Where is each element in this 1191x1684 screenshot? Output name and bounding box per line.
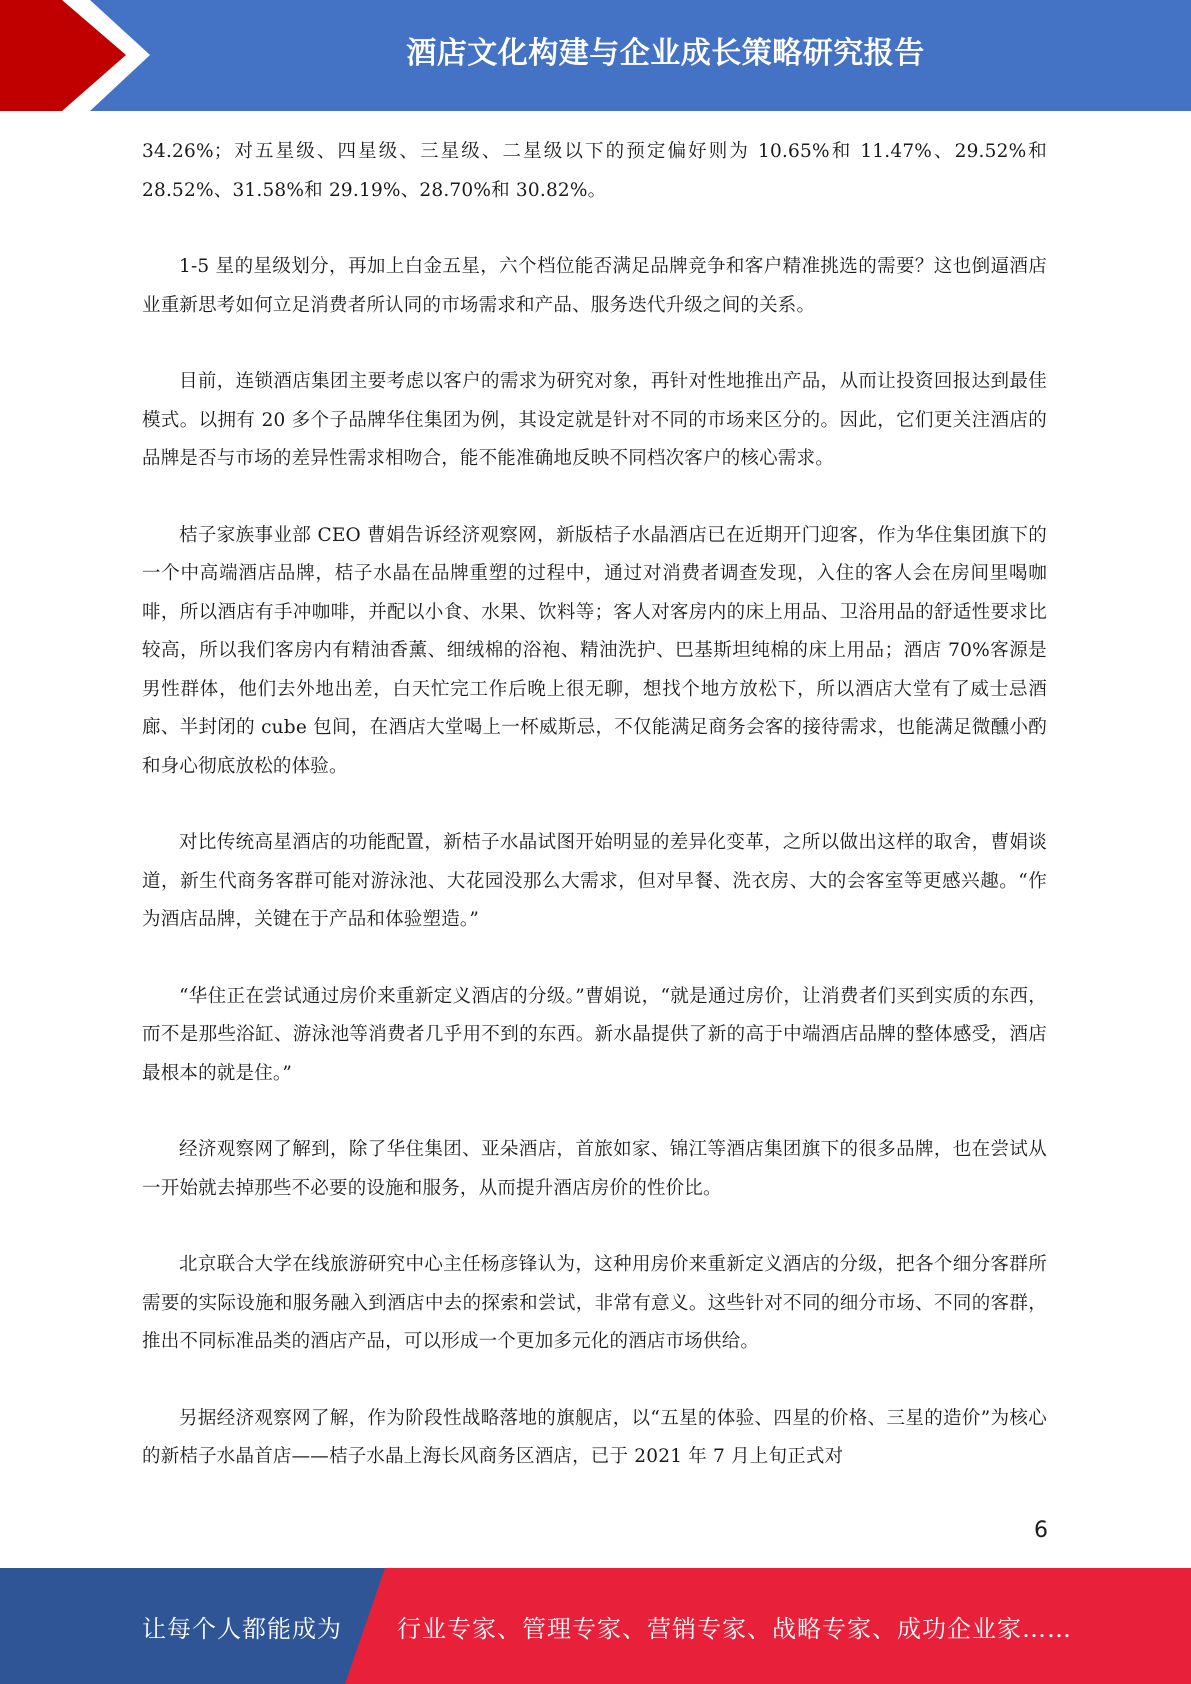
paragraph: 对比传统高星酒店的功能配置，新桔子水晶试图开始明显的差异化变革，之所以做出这样的取舍，曹娟谈道，新生代商务客群可能对游泳池、大花园没那么大需求，但对早餐、洗衣房、大的会客室等更感兴趣。“作为酒店品牌，关键在于产品和体验塑造。” <box>142 832 1047 930</box>
header-title: 酒店文化构建与企业成长策略研究报告 <box>406 36 925 71</box>
page-header <box>0 0 1191 111</box>
document-body <box>142 133 1047 1515</box>
paragraph: 34.26%；对五星级、四星级、三星级、二星级以下的预定偏好则为 10.65%和 11.47%、29.52%和 28.52%、31.58%和 29.19%、28.70%和 30.82%。 <box>142 141 1047 201</box>
paragraph: 目前，连锁酒店集团主要考虑以客户的需求为研究对象，再针对性地推出产品，从而让投资回报达到最佳模式。以拥有 20 多个子品牌华住集团为例，其设定就是针对不同的市场来区分的。因此，它们更关注酒店的品牌是否与市场的差异性需求相吻合，能不能准确地反映不同档次客户的核心需求。 <box>142 371 1047 469</box>
paragraph: 北京联合大学在线旅游研究中心主任杨彦锋认为，这种用房价来重新定义酒店的分级，把各个细分客群所需要的实际设施和服务融入到酒店中去的探索和尝试，非常有意义。这些针对不同的细分市场、不同的客群，推出不同标准品类的酒店产品，可以形成一个更加多元化的酒店市场供给。 <box>142 1254 1047 1352</box>
footer-slogan-right: 行业专家、管理专家、营销专家、战略专家、成功企业家…… <box>397 1614 1072 1643</box>
header-arrow-decoration <box>0 0 160 111</box>
paragraph: 经济观察网了解到，除了华住集团、亚朵酒店，首旅如家、锦江等酒店集团旗下的很多品牌，也在尝试从一开始就去掉那些不必要的设施和服务，从而提升酒店房价的性价比。 <box>142 1139 1047 1199</box>
page-number: 6 <box>1034 1518 1048 1543</box>
paragraph: 另据经济观察网了解，作为阶段性战略落地的旗舰店，以“五星的体验、四星的价格、三星的造价”为核心的新桔子水晶首店——桔子水晶上海长风商务区酒店，已于 2021 年 7 月上旬正式对 <box>142 1407 1047 1467</box>
paragraph: “华住正在尝试通过房价来重新定义酒店的分级。”曹娟说，“就是通过房价，让消费者们买到实质的东西，而不是那些浴缸、游泳池等消费者几乎用不到的东西。新水晶提供了新的高于中端酒店品牌的整体感受，酒店最根本的就是住。” <box>142 985 1047 1084</box>
page-footer <box>0 1568 1191 1684</box>
paragraph: 桔子家族事业部 CEO 曹娟告诉经济观察网，新版桔子水晶酒店已在近期开门迎客，作为华住集团旗下的一个中高端酒店品牌，桔子水晶在品牌重塑的过程中，通过对消费者调查发现，入住的客人会在房间里喝咖啡，所以酒店有手冲咖啡，并配以小食、水果、饮料等；客人对客房内的床上用品、卫浴用品的舒适性要求比较高，所以我们客房内有精油香薰、细绒棉的浴袍、精油洗护、巴基斯坦纯棉的床上用品；酒店 70%客源是男性群体，他们去外地出差，白天忙完工作后晚上很无聊，想找个地方放松下，所以酒店大堂有了威士忌酒廊、半封闭的 cube 包间，在酒店大堂喝上一杯威斯忌，不仅能满足商务会客的接待需求，也能满足微醺小酌和身心彻底放松的体验。 <box>142 524 1047 777</box>
paragraph: 1-5 星的星级划分，再加上白金五星，六个档位能否满足品牌竞争和客户精准挑选的需要？这也倒逼酒店业重新思考如何立足消费者所认同的市场需求和产品、服务迭代升级之间的关系。 <box>142 256 1047 316</box>
footer-slogan-left: 让每个人都能成为 <box>142 1614 342 1643</box>
